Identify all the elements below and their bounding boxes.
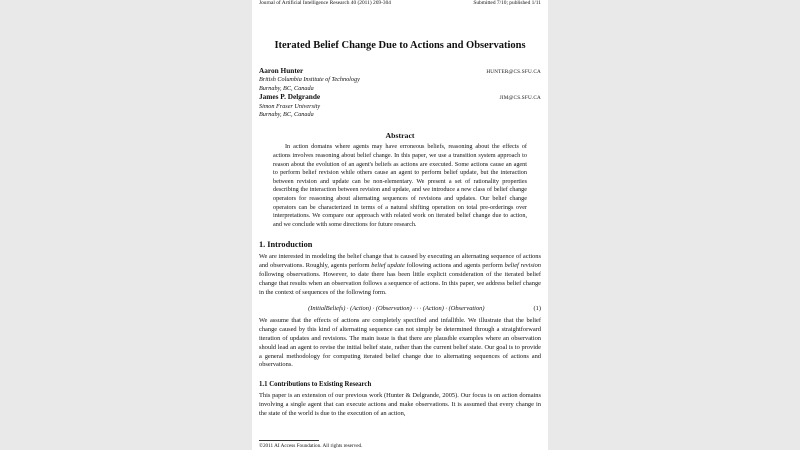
author-location: Burnaby, BC, Canada <box>259 84 314 92</box>
paper-title: Iterated Belief Change Due to Actions and Observations <box>274 40 526 51</box>
page-content <box>259 0 541 419</box>
paper-page <box>252 0 548 450</box>
author-name: James P. Delgrande <box>259 92 321 102</box>
equation-1 <box>259 304 541 313</box>
author-block <box>259 67 541 119</box>
running-head <box>259 0 541 6</box>
intro-paragraph-2: We assume that the effects of actions are completely specified and infallible. We illustrate that the belief change caused by this kind of alternating sequence can not simply be determined through a straightforward iteration of updates and revisions. The main issue is that there are plausible examples where an observation should lead an agent to revise the initial belief state, rather than the current belief state. Our goal is to provide a general methodology for computing iterated belief change due to alternating sequences of actions and observations. <box>259 316 541 369</box>
text-run: following actions and agents perform <box>404 262 505 270</box>
author-affiliation: British Columbia Institute of Technology <box>259 76 360 84</box>
author-affiliation: Simon Fraser University <box>259 102 321 110</box>
author-row-1 <box>259 67 541 76</box>
copyright-footer: ©2011 AI Access Foundation. All rights reserved. <box>259 443 363 449</box>
text-run: following observations. However, to date there has been little explicit consideration of the iterated belief change that results when an observation follows a sequence of actions. In this paper, we address belief change in the context of sequences of the following form. <box>259 271 541 296</box>
emphasis-belief-update: belief update <box>371 262 405 270</box>
intro-paragraph-1 <box>259 253 541 298</box>
footer-rule <box>259 440 319 441</box>
author-email: JIM@CS.SFU.CA <box>499 95 541 102</box>
equation-body: (InitialBeliefs) · (Action) · (Observation) · · · (Action) · (Observation) <box>308 304 485 312</box>
equation-number: (1) <box>533 304 541 312</box>
text-run: We are interested in modeling the belief change that is caused by executing an alternating sequence of actions and observations. Roughly, agents perform <box>259 253 541 270</box>
section-heading-introduction: 1. Introduction <box>259 240 313 250</box>
author-location: Burnaby, BC, Canada <box>259 111 314 119</box>
subsection-heading-contributions: 1.1 Contributions to Existing Research <box>259 381 372 389</box>
emphasis-belief-revision: belief revision <box>504 262 541 270</box>
abstract-text: In action domains where agents may have erroneous beliefs, reasoning about the effects of actions involves reasoning about belief change. In this paper, we use a transition system approach to reason about the evolution of an agent's beliefs as actions are executed. Some actions cause an agent to perform belief revision while others cause an agent to perform belief update, but the interaction between revision and update can be non-elementary. We present a set of rationality properties describing the interaction between revision and update, and we introduce a new class of belief change operators for reasoning about alternating sequences of revisions and updates. Our belief change operators can be characterized in terms of a natural shifting operation on total pre-orderings over interpretations. We compare our approach with related work on iterated belief change due to action, and we conclude with some directions for future research. <box>273 143 527 228</box>
submission-info: Submitted 7/10; published 1/11 <box>473 0 541 6</box>
author-email: HUNTER@CS.SFU.CA <box>486 69 541 75</box>
journal-info: Journal of Artificial Intelligence Research 40 (2011) 269-304 <box>259 0 391 6</box>
author-name: Aaron Hunter <box>259 66 304 75</box>
contributions-paragraph: This paper is an extension of our previous work (Hunter & Delgrande, 2005). Our focus is on action domains involving a single agent that can execute actions and make observations. It is assumed that every change in the state of the world is due to the execution of an action, <box>259 392 541 418</box>
abstract-heading: Abstract <box>385 131 415 141</box>
author-row-2 <box>259 93 541 102</box>
